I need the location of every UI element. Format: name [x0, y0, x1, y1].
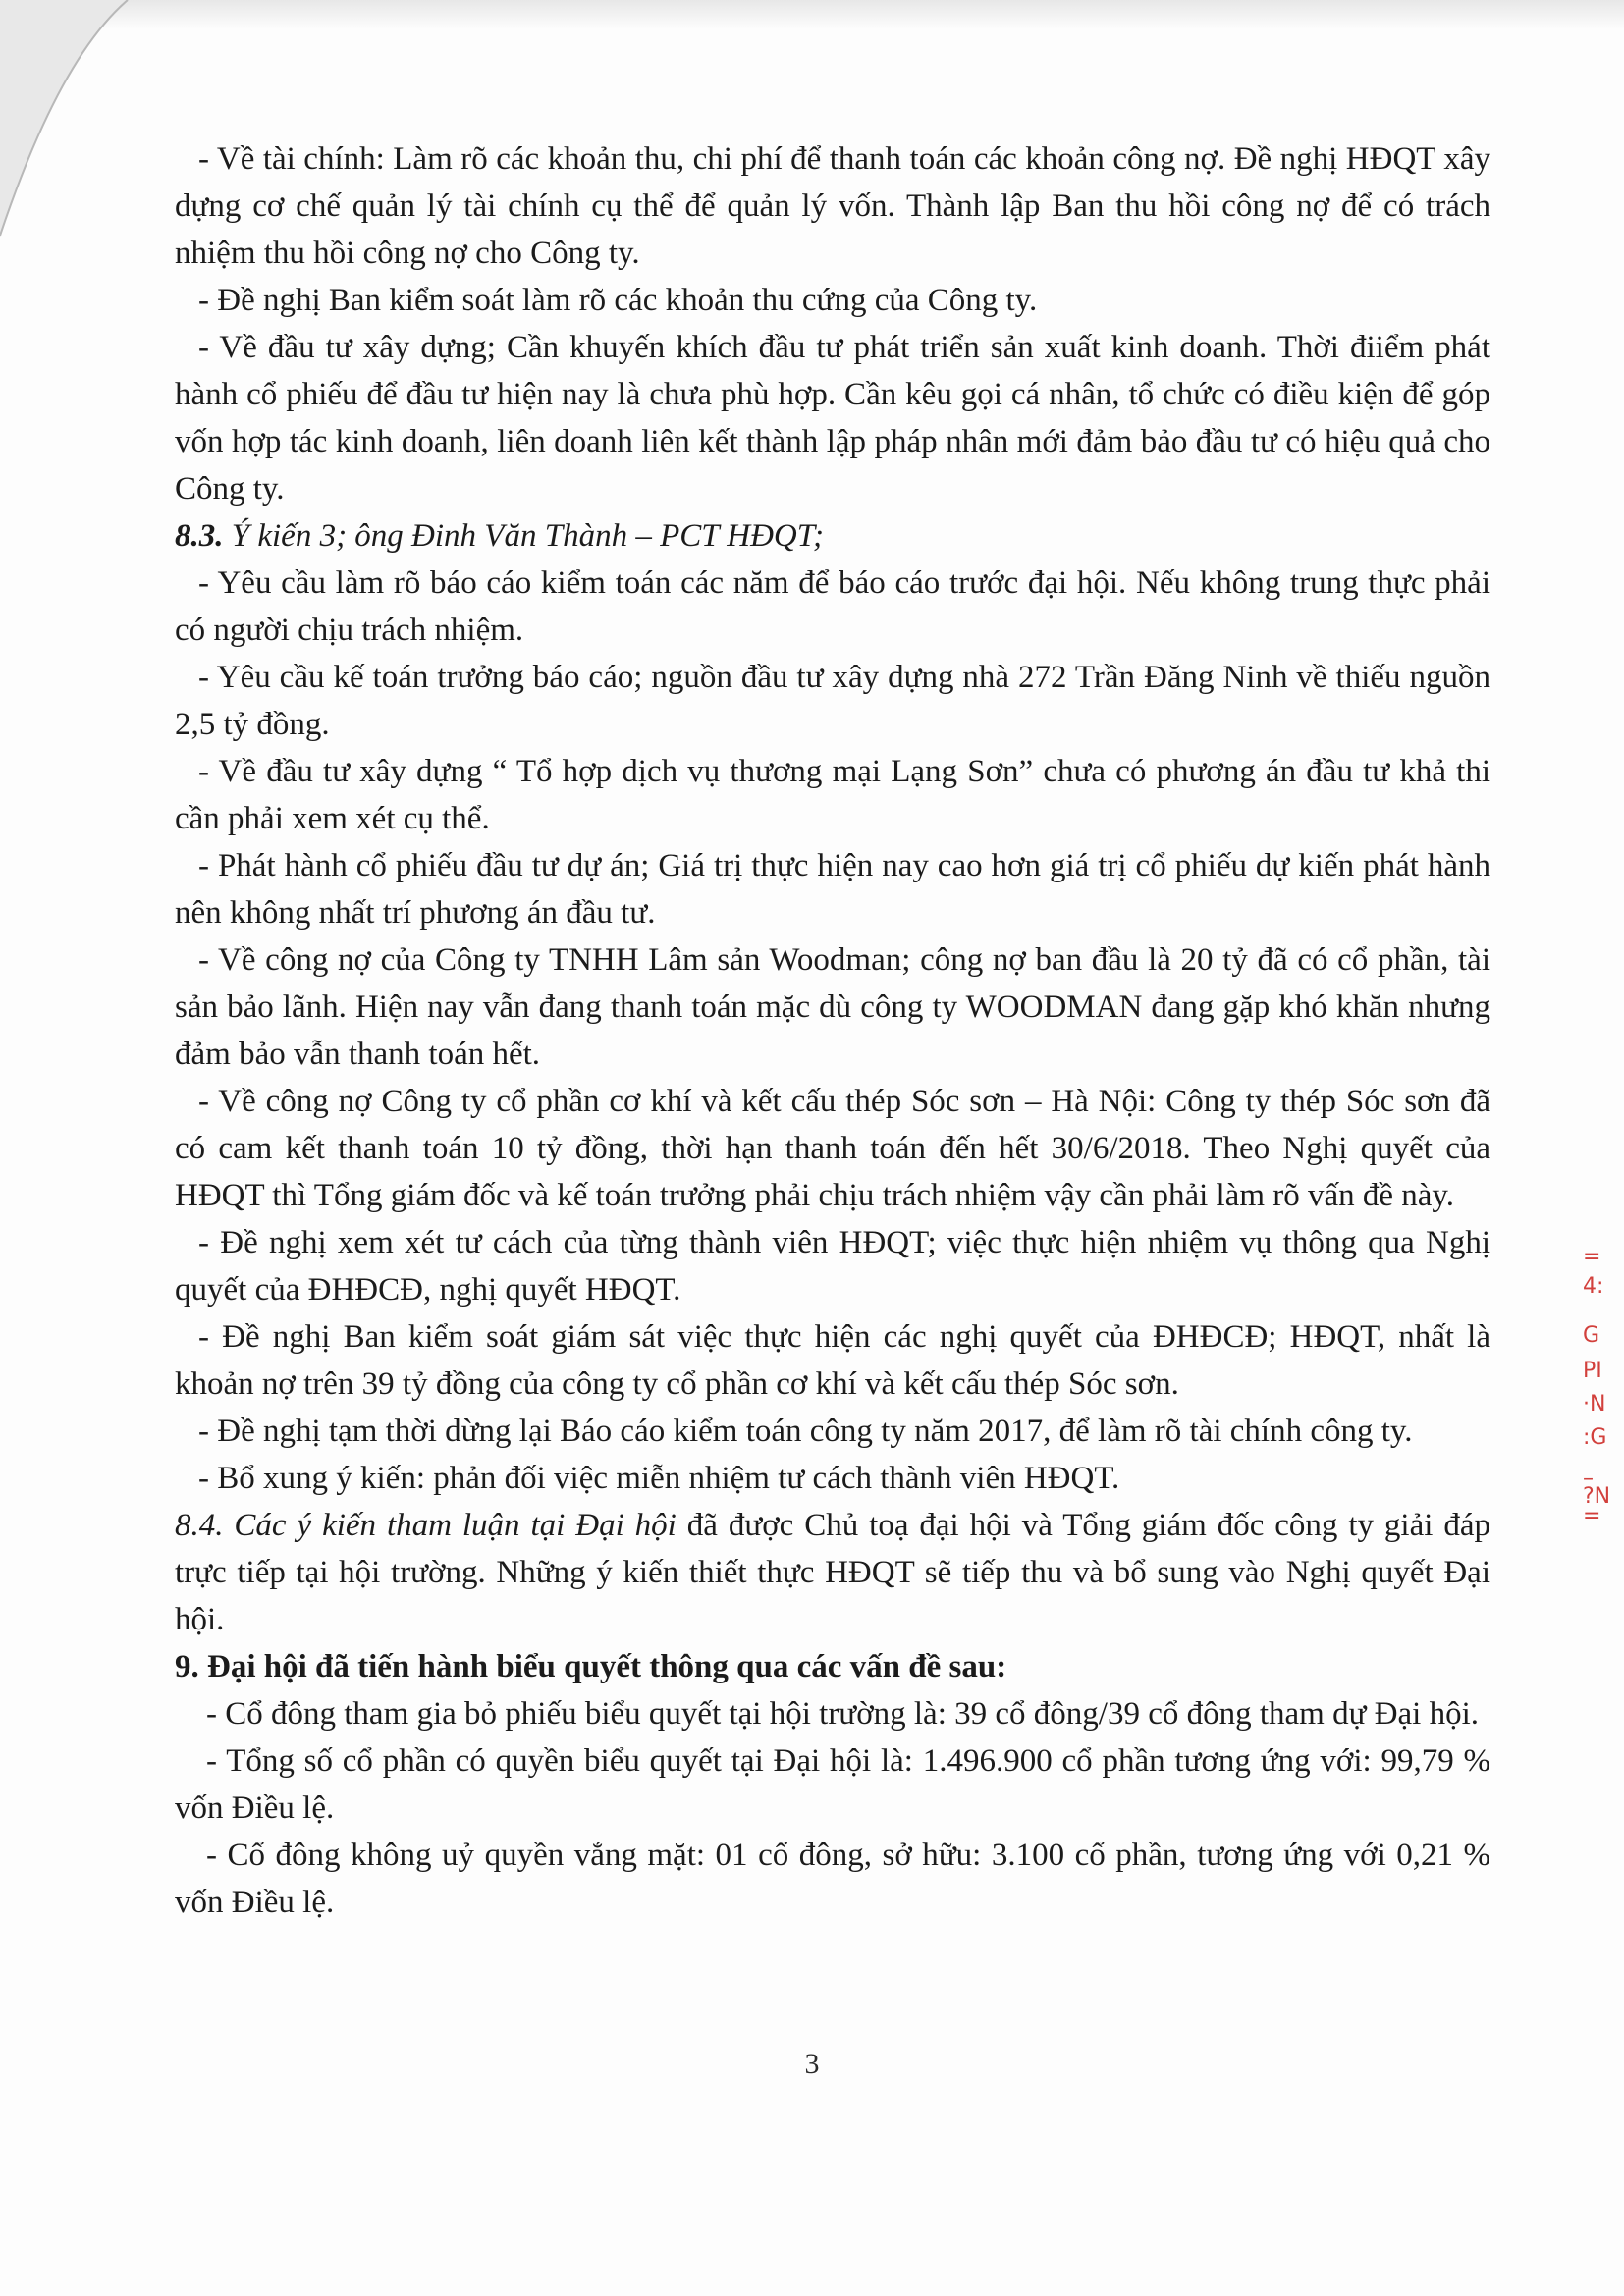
- page-number: 3: [804, 2048, 820, 2080]
- vote-item: - Cổ đông không uỷ quyền vắng mặt: 01 cổ đông, sở hữu: 3.100 cổ phần, tương ứng với 0,21 % vốn Điều lệ.: [175, 1838, 1490, 1920]
- opinion-item: - Đề nghị Ban kiểm soát giám sát việc thực hiện các nghị quyết của ĐHĐCĐ; HĐQT, nhất là khoản nợ trên 39 tỷ đồng của công ty cổ phần cơ khí và kết cấu thép Sóc sơn.: [175, 1319, 1490, 1402]
- opinion-item: - Về đầu tư xây dựng “ Tổ hợp dịch vụ thương mại Lạng Sơn” chưa có phương án đầu tư khả thi cần phải xem xét cụ thể.: [175, 754, 1490, 836]
- scan-shadow: [0, 0, 1624, 29]
- scan-fold-mark: [0, 0, 196, 255]
- stamp-glyph: –: [1583, 1467, 1594, 1491]
- opinion-item: - Yêu cầu kế toán trưởng báo cáo; nguồn đầu tư xây dựng nhà 272 Trần Đăng Ninh về thiếu nguồn 2,5 tỷ đồng.: [175, 660, 1490, 742]
- section-8-4-text: đã được Chủ toạ đại hội và Tổng giám đốc công ty giải đáp trực tiếp tại hội trường. Những ý kiến thiết thực HĐQT sẽ tiếp thu và bổ sung vào Nghị quyết Đại hội.: [175, 1508, 1490, 1637]
- section-8-4: [175, 1502, 1490, 1643]
- vote-item: - Cổ đông tham gia bỏ phiếu biểu quyết tại hội trường là: 39 cổ đông/39 cổ đông tham dự Đại hội.: [206, 1696, 1480, 1732]
- document-body: [175, 135, 1490, 1926]
- paragraph-finance: - Về tài chính: Làm rõ các khoản thu, chi phí để thanh toán các khoản công nợ. Đề nghị HĐQT xây dựng cơ chế quản lý tài chính cụ thể để quản lý vốn. Thành lập Ban thu hồi công nợ để có trách nhiệm thu hồi công nợ cho Công ty.: [175, 141, 1490, 271]
- opinion-item: - Về công nợ Công ty cổ phần cơ khí và kết cấu thép Sóc sơn – Hà Nội: Công ty thép Sóc sơn đã có cam kết thanh toán 10 tỷ đồng, thời hạn thanh toán đến hết 30/6/2018. Theo Nghị quyết của HĐQT thì Tổng giám đốc và kế toán trưởng phải chịu trách nhiệm vậy cần phải làm rõ vấn đề này.: [175, 1084, 1490, 1213]
- stamp-glyph: =: [1583, 1504, 1601, 1528]
- paragraph-investment: - Về đầu tư xây dựng; Cần khuyến khích đầu tư phát triển sản xuất kinh doanh. Thời điiểm phát hành cổ phiếu để đầu tư hiện nay là chưa phù hợp. Cần kêu gọi cá nhân, tổ chức có điều kiện để góp vốn hợp tác kinh doanh, liên doanh liên kết thành lập pháp nhân mới đảm bảo đầu tư có hiệu quả cho Công ty.: [175, 330, 1490, 507]
- opinion-item: - Bổ xung ý kiến: phản đối việc miễn nhiệm tư cách thành viên HĐQT.: [198, 1461, 1120, 1496]
- stamp-glyph: ?N: [1583, 1484, 1611, 1509]
- vote-item: - Tổng số cổ phần có quyền biểu quyết tại Đại hội là: 1.496.900 cổ phần tương ứng với: 99,79 % vốn Điều lệ.: [175, 1743, 1490, 1826]
- opinion-item: - Đề nghị xem xét tư cách của từng thành viên HĐQT; việc thực hiện nhiệm vụ thông qua Nghị quyết của ĐHĐCĐ, nghị quyết HĐQT.: [175, 1225, 1490, 1308]
- stamp-glyph: :G: [1583, 1425, 1607, 1450]
- section-8-3-number: 8.3.: [175, 518, 224, 554]
- section-8-4-lead: 8.4. Các ý kiến tham luận tại Đại hội: [175, 1508, 677, 1543]
- stamp-glyph: ·N: [1583, 1392, 1606, 1416]
- opinion-item: - Đề nghị tạm thời dừng lại Báo cáo kiểm toán công ty năm 2017, để làm rõ tài chính công ty.: [198, 1414, 1413, 1449]
- opinion-item: - Phát hành cổ phiếu đầu tư dự án; Giá trị thực hiện nay cao hơn giá trị cổ phiếu dự kiến phát hành nên không nhất trí phương án đầu tư.: [175, 848, 1490, 931]
- section-8-3-title: Ý kiến 3; ông Đinh Văn Thành – PCT HĐQT;: [223, 518, 824, 554]
- opinion-item: - Về công nợ của Công ty TNHH Lâm sản Woodman; công nợ ban đầu là 20 tỷ đã có cổ phần, tài sản bảo lãnh. Hiện nay vẫn đang thanh toán mặc dù công ty WOODMAN đang gặp khó khăn nhưng đảm bảo vẫn thanh toán hết.: [175, 942, 1490, 1072]
- margin-stamp-fragment: [1583, 1245, 1612, 1529]
- stamp-glyph: PI: [1583, 1359, 1602, 1383]
- opinion-item: - Yêu cầu làm rõ báo cáo kiểm toán các năm để báo cáo trước đại hội. Nếu không trung thực phải có người chịu trách nhiệm.: [175, 565, 1490, 648]
- section-8-3-heading: [175, 512, 1490, 560]
- stamp-glyph: =: [1583, 1245, 1601, 1269]
- stamp-glyph: G: [1583, 1323, 1600, 1348]
- section-9-heading: 9. Đại hội đã tiến hành biểu quyết thông qua các vấn đề sau:: [175, 1649, 1007, 1684]
- stamp-glyph: 4:: [1583, 1274, 1604, 1299]
- paragraph-audit-board: - Đề nghị Ban kiểm soát làm rõ các khoản thu cứng của Công ty.: [198, 283, 1038, 318]
